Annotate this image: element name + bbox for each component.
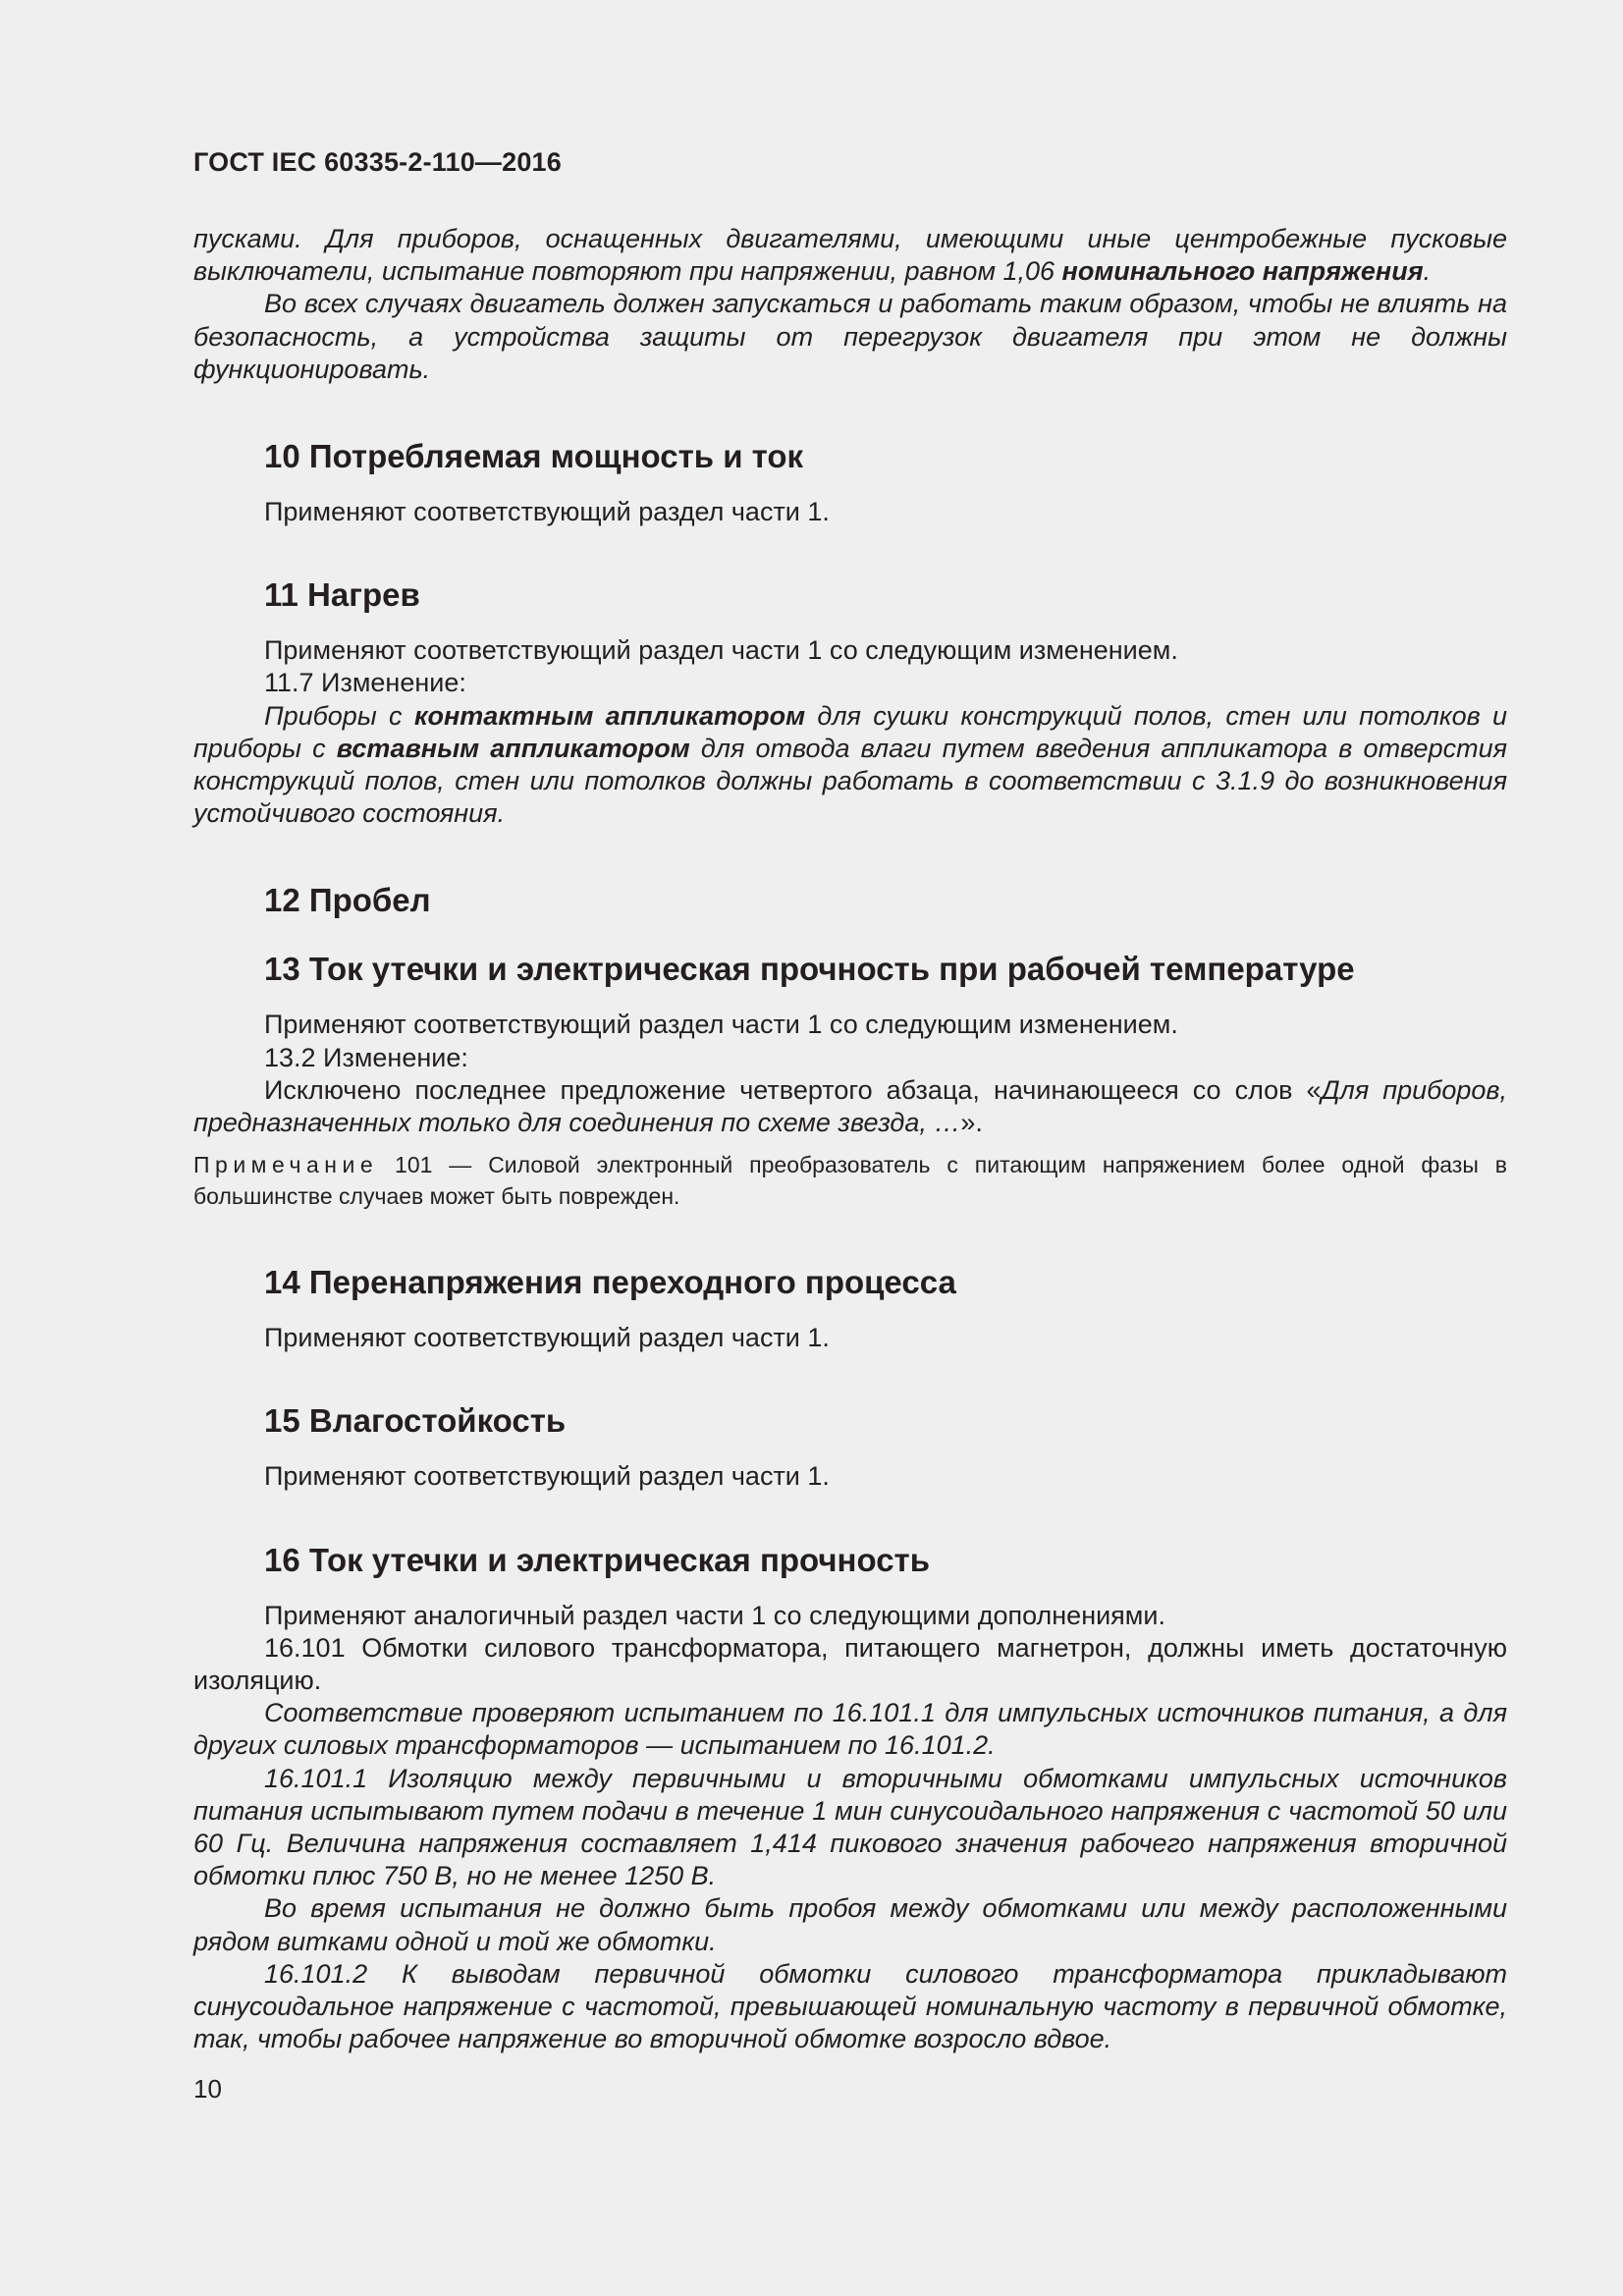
document-header: ГОСТ IEC 60335-2-110—2016 bbox=[193, 147, 562, 177]
term-rated-voltage: номинального напряжения bbox=[1061, 256, 1424, 287]
section-13-title: 13 Ток утечки и электрическая прочность при рабочей температуре bbox=[264, 951, 1355, 988]
section-13-2-heading: 13.2 Изменение: bbox=[264, 1042, 468, 1072]
section-16-breakdown-text: Во время испытания не должно быть пробоя между обмотками или между расположенными рядом витками одной и той же обмотки. bbox=[193, 1893, 1507, 1956]
section-15-title: 15 Влагостойкость bbox=[264, 1402, 567, 1440]
section-16-text: Применяют аналогичный раздел части 1 со следующими дополнениями. bbox=[264, 1600, 1165, 1630]
section-16-101-1-text: 16.101.1 Изоляцию между первичными и вторичными обмотками импульсных источников питания испытывают путем подачи в течение 1 мин синусоидального напряжения с частотой 50 или 60 Гц. Величина напряжения составляет 1,414 пикового значения рабочего напряжения вторичной обмотки плюс 750 В, но не менее 1250 В. bbox=[193, 1763, 1507, 1891]
section-10-title: 10 Потребляемая мощность и ток bbox=[264, 438, 804, 475]
page-number: 10 bbox=[193, 2074, 222, 2104]
section-14-text: Применяют соответствующий раздел части 1. bbox=[264, 1323, 830, 1353]
section-16-compliance-text: Соответствие проверяют испытанием по 16.101.1 для импульсных источников питания, а для других силовых трансформаторов — испытанием по 16.101.2. bbox=[193, 1698, 1507, 1761]
section-11-title: 11 Нагрев bbox=[264, 576, 420, 614]
intro-paragraph-2: Во всех случаях двигатель должен запускаться и работать таким образом, чтобы не влиять на безопасность, а устройства защиты от перегрузок двигателя при этом не должны функционировать. bbox=[193, 289, 1507, 384]
section-10-text: Применяют соответствующий раздел части 1. bbox=[264, 497, 830, 527]
section-11-7-heading: 11.7 Изменение: bbox=[264, 668, 466, 698]
section-14-title: 14 Перенапряжения переходного процесса bbox=[264, 1264, 956, 1301]
intro-paragraph: пусками. Для приборов, оснащенных двигателями, имеющими иные центробежные пусковые выключатели, испытание повторяют при напряжении, равном 1,06 номинального напряжения. bbox=[193, 224, 1507, 287]
section-11-text: Применяют соответствующий раздел части 1 со следующим изменением. bbox=[264, 635, 1178, 666]
note-101: Примечание 101 — Силовой электронный преобразователь с питающим напряжением более одной фазы в большинстве случаев может быть поврежден. bbox=[193, 1152, 1507, 1210]
section-12-title: 12 Пробел bbox=[264, 882, 431, 919]
section-15-text: Применяют соответствующий раздел части 1. bbox=[264, 1461, 830, 1492]
section-16-101-2-text: 16.101.2 К выводам первичной обмотки силового трансформатора прикладывают синусоидальное напряжение с частотой, превышающей номинальную частоту в первичной обмотке, так, чтобы рабочее напряжение во вторичной обмотке возросло вдвое. bbox=[193, 1958, 1507, 2054]
section-16-title: 16 Ток утечки и электрическая прочность bbox=[264, 1541, 930, 1578]
term-insert-applicator: вставным аппликатором bbox=[336, 733, 690, 763]
document-body bbox=[193, 223, 1507, 2056]
section-13-2-text: Исключено последнее предложение четвертого абзаца, начинающееся со слов «Для приборов, предназначенных только для соединения по схеме звезда, …». bbox=[193, 1074, 1507, 1138]
note-label: Примечание bbox=[193, 1152, 379, 1178]
section-11-7-text: Приборы с контактным аппликатором для сушки конструкций полов, стен или потолков и приборы с вставным аппликатором для отвода влаги путем введения аппликатора в отверстия конструкций полов, стен или потолков должны работать в соответствии с 3.1.9 до возникновения устойчивого состояния. bbox=[193, 700, 1508, 829]
section-13-text: Применяют соответствующий раздел части 1 со следующим изменением. bbox=[264, 1010, 1178, 1040]
section-16-101-text: 16.101 Обмотки силового трансформатора, питающего магнетрон, должны иметь достаточную изоляцию. bbox=[193, 1632, 1507, 1696]
term-contact-applicator: контактным аппликатором bbox=[413, 700, 806, 731]
